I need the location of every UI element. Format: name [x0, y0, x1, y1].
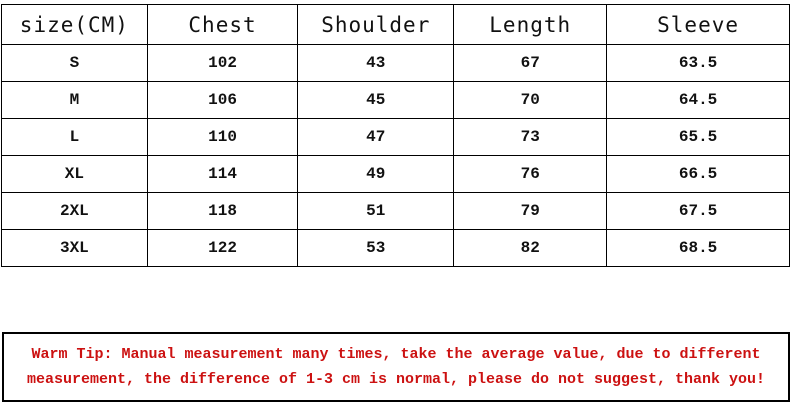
sleeve-cell: 67.5 — [607, 193, 790, 230]
length-cell: 70 — [454, 82, 607, 119]
size-table — [1, 4, 790, 267]
column-header-size: size(CM) — [2, 5, 148, 45]
length-cell: 67 — [454, 45, 607, 82]
column-header-length: Length — [454, 5, 607, 45]
column-header-chest: Chest — [147, 5, 298, 45]
shoulder-cell: 45 — [298, 82, 454, 119]
column-header-shoulder: Shoulder — [298, 5, 454, 45]
header-row — [2, 5, 790, 45]
chest-cell: 110 — [147, 119, 298, 156]
size-cell: M — [2, 82, 148, 119]
chest-cell: 114 — [147, 156, 298, 193]
shoulder-cell: 43 — [298, 45, 454, 82]
chest-cell: 118 — [147, 193, 298, 230]
shoulder-cell: 53 — [298, 230, 454, 267]
chest-cell: 102 — [147, 45, 298, 82]
size-cell: S — [2, 45, 148, 82]
table-row-xl — [2, 156, 790, 193]
size-chart-page — [0, 4, 792, 404]
sleeve-cell: 63.5 — [607, 45, 790, 82]
table-row-3xl — [2, 230, 790, 267]
warning-line-2: measurement, the difference of 1-3 cm is normal, please do not suggest, thank you! — [26, 371, 766, 388]
table-row-l — [2, 119, 790, 156]
table-row-m — [2, 82, 790, 119]
sleeve-cell: 68.5 — [607, 230, 790, 267]
length-cell: 76 — [454, 156, 607, 193]
shoulder-cell: 49 — [298, 156, 454, 193]
size-cell: L — [2, 119, 148, 156]
length-cell: 73 — [454, 119, 607, 156]
table-row-2xl — [2, 193, 790, 230]
warning-tip-box — [2, 332, 790, 402]
size-cell: 3XL — [2, 230, 148, 267]
size-cell: XL — [2, 156, 148, 193]
length-cell: 79 — [454, 193, 607, 230]
size-cell: 2XL — [2, 193, 148, 230]
shoulder-cell: 47 — [298, 119, 454, 156]
length-cell: 82 — [454, 230, 607, 267]
sleeve-cell: 65.5 — [607, 119, 790, 156]
warning-line-1: Warm Tip: Manual measurement many times, take the average value, due to different — [31, 346, 761, 363]
chest-cell: 106 — [147, 82, 298, 119]
chest-cell: 122 — [147, 230, 298, 267]
sleeve-cell: 64.5 — [607, 82, 790, 119]
column-header-sleeve: Sleeve — [607, 5, 790, 45]
table-row-s — [2, 45, 790, 82]
sleeve-cell: 66.5 — [607, 156, 790, 193]
shoulder-cell: 51 — [298, 193, 454, 230]
